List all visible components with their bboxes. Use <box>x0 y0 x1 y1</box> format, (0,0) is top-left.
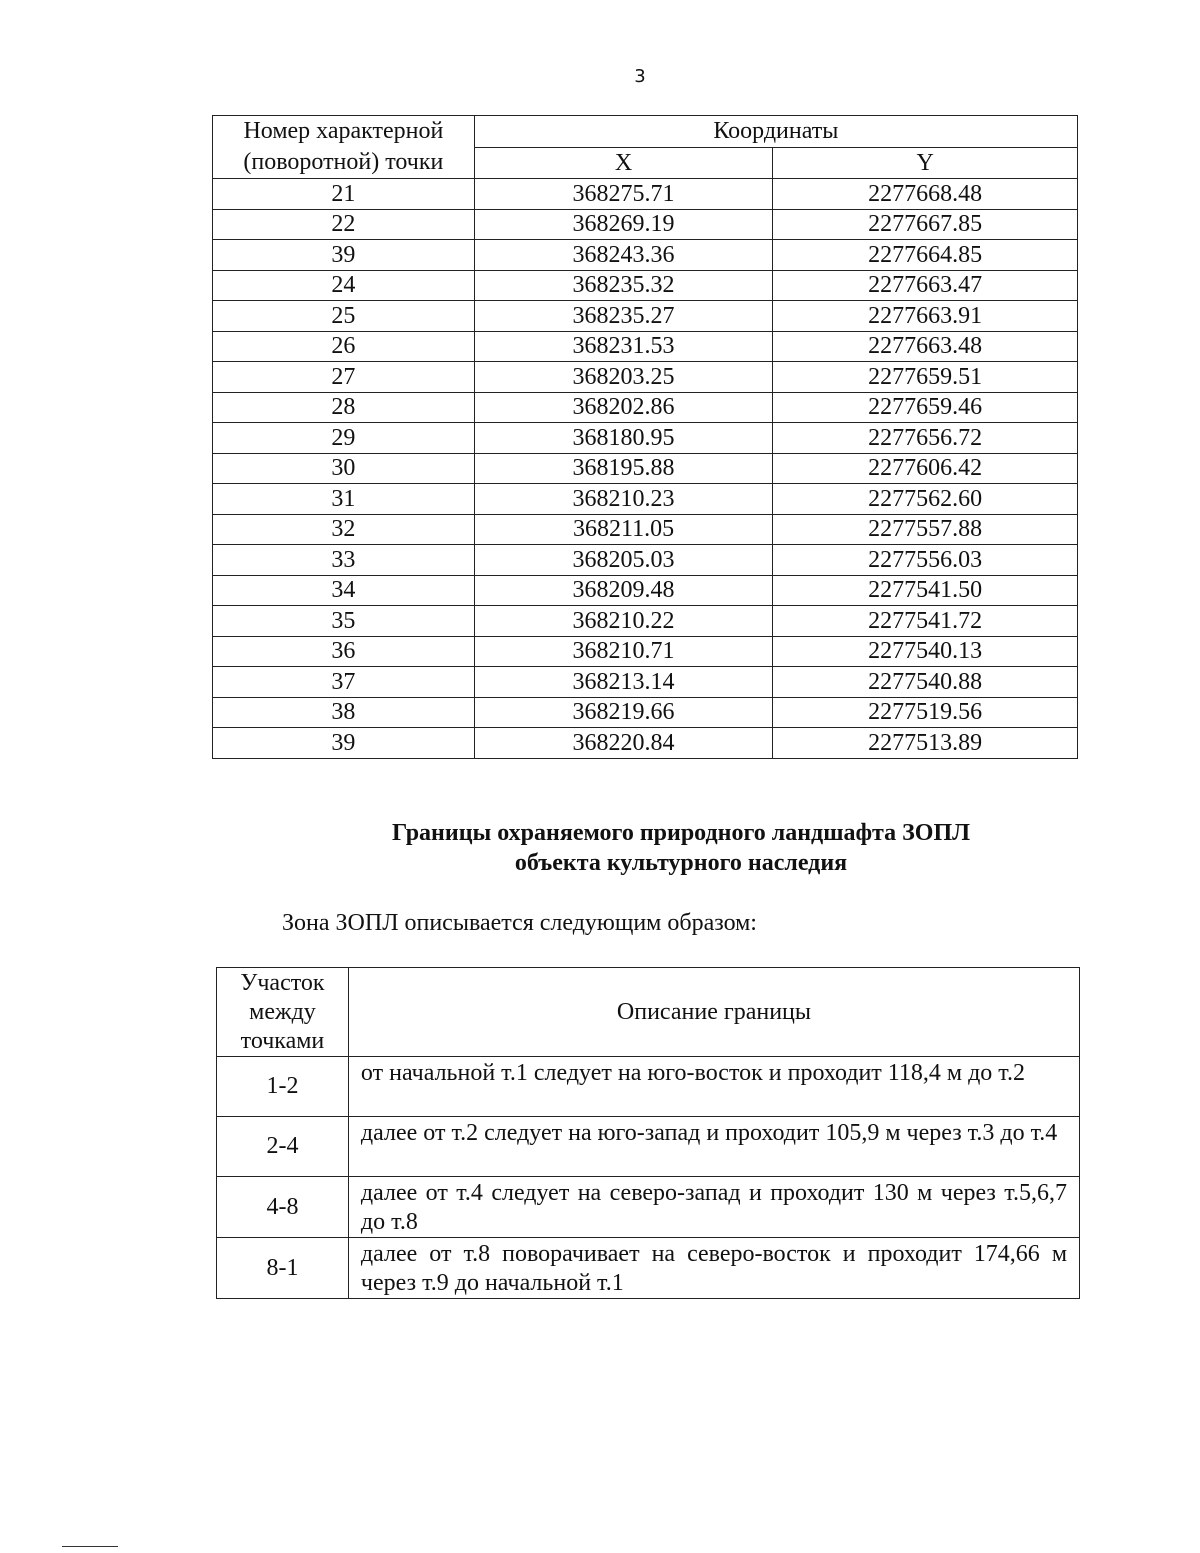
y-coordinate-cell: 2277562.60 <box>773 484 1078 515</box>
boundaries-table-body <box>217 1057 1080 1299</box>
y-coordinate-cell: 2277659.46 <box>773 392 1078 423</box>
x-coordinate-cell: 368219.66 <box>474 697 773 728</box>
description-cell: далее от т.4 следует на северо-запад и проходит 130 м через т.5,6,7 до т.8 <box>348 1177 1079 1238</box>
y-coordinate-cell: 2277663.48 <box>773 331 1078 362</box>
y-coordinate-cell: 2277557.88 <box>773 514 1078 545</box>
x-coordinate-cell: 368275.71 <box>474 179 773 210</box>
y-coordinate-cell: 2277519.56 <box>773 697 1078 728</box>
section-heading-line2: объекта культурного наследия <box>514 850 848 876</box>
x-coordinate-cell: 368180.95 <box>474 423 773 454</box>
table-row <box>213 392 1078 423</box>
y-coordinate-cell: 2277513.89 <box>773 728 1078 759</box>
boundaries-table <box>216 967 1080 1299</box>
y-coordinate-cell: 2277556.03 <box>773 545 1078 576</box>
y-coordinate-cell: 2277668.48 <box>773 179 1078 210</box>
point-number-cell: 39 <box>213 240 475 271</box>
description-cell: далее от т.2 следует на юго-запад и проходит 105,9 м через т.3 до т.4 <box>348 1117 1079 1177</box>
header-y: Y <box>773 147 1078 179</box>
table-row <box>213 484 1078 515</box>
table-row <box>217 1177 1080 1238</box>
table-row <box>213 423 1078 454</box>
table-row <box>213 545 1078 576</box>
point-number-cell: 28 <box>213 392 475 423</box>
x-coordinate-cell: 368211.05 <box>474 514 773 545</box>
x-coordinate-cell: 368231.53 <box>474 331 773 362</box>
table-row <box>213 453 1078 484</box>
y-coordinate-cell: 2277541.72 <box>773 606 1078 637</box>
point-number-cell: 35 <box>213 606 475 637</box>
table-row <box>217 1238 1080 1299</box>
page-number: 3 <box>634 66 646 87</box>
point-number-cell: 37 <box>213 667 475 698</box>
table-row <box>213 606 1078 637</box>
x-coordinate-cell: 368209.48 <box>474 575 773 606</box>
description-cell: от начальной т.1 следует на юго-восток и проходит 118,4 м до т.2 <box>348 1057 1079 1117</box>
point-number-cell: 38 <box>213 697 475 728</box>
x-coordinate-cell: 368205.03 <box>474 545 773 576</box>
table-row <box>213 301 1078 332</box>
segment-cell: 2-4 <box>217 1117 349 1177</box>
y-coordinate-cell: 2277606.42 <box>773 453 1078 484</box>
point-number-cell: 22 <box>213 209 475 240</box>
header-point-number: Номер характерной (поворотной) точки <box>213 116 475 179</box>
point-number-cell: 32 <box>213 514 475 545</box>
x-coordinate-cell: 368220.84 <box>474 728 773 759</box>
y-coordinate-cell: 2277667.85 <box>773 209 1078 240</box>
point-number-cell: 24 <box>213 270 475 301</box>
x-coordinate-cell: 368210.22 <box>474 606 773 637</box>
table-row <box>217 1117 1080 1177</box>
x-coordinate-cell: 368235.27 <box>474 301 773 332</box>
y-coordinate-cell: 2277540.13 <box>773 636 1078 667</box>
section-heading <box>212 818 1150 878</box>
x-coordinate-cell: 368213.14 <box>474 667 773 698</box>
corner-mark <box>62 1546 118 1547</box>
point-number-cell: 27 <box>213 362 475 393</box>
header-x: X <box>474 147 773 179</box>
point-number-cell: 29 <box>213 423 475 454</box>
table-row <box>213 636 1078 667</box>
table-row <box>213 270 1078 301</box>
y-coordinate-cell: 2277664.85 <box>773 240 1078 271</box>
x-coordinate-cell: 368210.71 <box>474 636 773 667</box>
coordinates-table-body <box>213 179 1078 759</box>
y-coordinate-cell: 2277541.50 <box>773 575 1078 606</box>
point-number-cell: 25 <box>213 301 475 332</box>
y-coordinate-cell: 2277659.51 <box>773 362 1078 393</box>
y-coordinate-cell: 2277663.47 <box>773 270 1078 301</box>
point-number-cell: 30 <box>213 453 475 484</box>
point-number-cell: 21 <box>213 179 475 210</box>
table-row <box>217 1057 1080 1117</box>
table-row <box>213 209 1078 240</box>
point-number-cell: 36 <box>213 636 475 667</box>
x-coordinate-cell: 368202.86 <box>474 392 773 423</box>
header-coordinates: Координаты <box>474 116 1077 148</box>
table-row <box>213 514 1078 545</box>
segment-cell: 4-8 <box>217 1177 349 1238</box>
y-coordinate-cell: 2277656.72 <box>773 423 1078 454</box>
x-coordinate-cell: 368210.23 <box>474 484 773 515</box>
section-heading-line1: Границы охраняемого природного ландшафта ЗОПЛ <box>391 820 971 846</box>
segment-cell: 8-1 <box>217 1238 349 1299</box>
table-row <box>213 240 1078 271</box>
table-row <box>213 728 1078 759</box>
segment-cell: 1-2 <box>217 1057 349 1117</box>
point-number-cell: 26 <box>213 331 475 362</box>
table-row <box>213 575 1078 606</box>
table-row <box>213 667 1078 698</box>
x-coordinate-cell: 368195.88 <box>474 453 773 484</box>
table-row <box>213 179 1078 210</box>
x-coordinate-cell: 368269.19 <box>474 209 773 240</box>
intro-text: Зона ЗОПЛ описывается следующим образом: <box>282 910 757 936</box>
coordinates-table <box>212 115 1078 759</box>
table-row <box>213 697 1078 728</box>
point-number-cell: 31 <box>213 484 475 515</box>
x-coordinate-cell: 368235.32 <box>474 270 773 301</box>
table-row <box>213 331 1078 362</box>
x-coordinate-cell: 368243.36 <box>474 240 773 271</box>
header-description: Описание границы <box>348 968 1079 1057</box>
y-coordinate-cell: 2277540.88 <box>773 667 1078 698</box>
table-row <box>213 362 1078 393</box>
point-number-cell: 39 <box>213 728 475 759</box>
point-number-cell: 34 <box>213 575 475 606</box>
description-cell: далее от т.8 поворачивает на северо-восток и проходит 174,66 м через т.9 до начальной т.1 <box>348 1238 1079 1299</box>
y-coordinate-cell: 2277663.91 <box>773 301 1078 332</box>
x-coordinate-cell: 368203.25 <box>474 362 773 393</box>
point-number-cell: 33 <box>213 545 475 576</box>
header-segment: Участок между точками <box>217 968 349 1057</box>
